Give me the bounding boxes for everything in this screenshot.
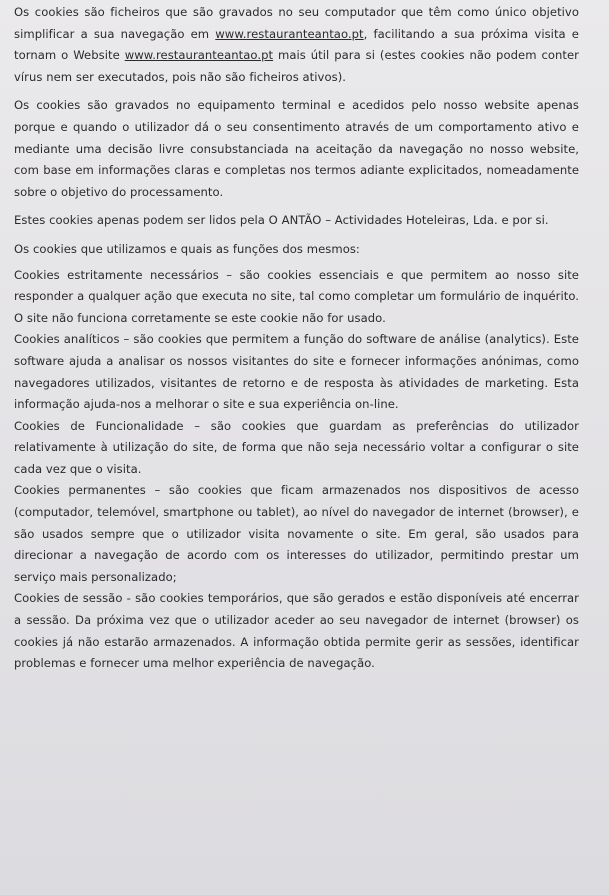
paragraph-readers: Estes cookies apenas podem ser lidos pela O ANTÃO – Actividades Hoteleiras, Lda. e por si. [14, 213, 549, 228]
intro-text-a: Os cookies são ficheiros que são gravados no seu computador que têm como único objetivo simplificar a sua navegação em [14, 5, 579, 41]
cookie-type-necessary: Cookies estritamente necessários – são cookies essenciais e que permitem ao nosso site responder a qualquer ação que executa no site, tal como completar um formulário de inquérito. O site não funciona corretamente se este cookie não for usado. [14, 267, 579, 325]
intro-text-b: , facilitando a sua próxima visita e tornam o Website [14, 26, 579, 63]
cookie-type-analytics: Cookies analíticos – são cookies que permitem a função do software de análise (analytics). Este software ajuda a analisar os nossos visitantes do site e fornecer informações anónimas, como navegadores utilizados, visitantes de retorno e de resposta às atividades de marketing. Esta informação ajuda-nos a melhorar o site e sua experiência on-line. [14, 332, 579, 412]
intro-text-c: mais útil para si (estes cookies não podem conter vírus nem ser executados, pois não são ficheiros ativos). [14, 48, 580, 84]
website-link-2[interactable]: www.restauranteantao.pt [124, 48, 274, 63]
cookie-type-functionality: Cookies de Funcionalidade – são cookies que guardam as preferências do utilizador relativamente à utilização do site, de forma que não seja necessário voltar a configurar o site cada vez que o visita. [14, 418, 579, 476]
website-link-1[interactable]: www.restauranteantao.pt [215, 26, 364, 41]
cookie-type-session: Cookies de sessão - são cookies temporários, que são gerados e estão disponíveis até encerrar a sessão. Da próxima vez que o utilizador aceder ao seu navegador de internet (browser) os cookies já não estarão armazenados. A informação obtida permite gerir as sessões, identificar problemas e fornecer uma melhor experiência de navegação. [14, 591, 579, 671]
paragraph-consent: Os cookies são gravados no equipamento terminal e acedidos pelo nosso website apenas porque e quando o utilizador dá o seu consentimento através de um comportamento ativo e mediante uma decisão livre consubstanciada na aceitação da navegação no nosso website, com base em informações claras e completas nos termos adiante explicitados, nomeadamente sobre o objetivo do processamento. [14, 98, 579, 199]
paragraph-list-heading: Os cookies que utilizamos e quais as funções dos mesmos: [14, 241, 360, 256]
paragraph-intro [14, 2, 579, 88]
cookie-type-permanent: Cookies permanentes – são cookies que ficam armazenados nos dispositivos de acesso (computador, telemóvel, smartphone ou tablet), ao nível do navegador de internet (browser), e são usados sempre que o utilizador visita novamente o site. Em geral, são usados para direcionar a navegação de acordo com os interesses do utilizador, permitindo prestar um serviço mais personalizado; [14, 483, 579, 584]
